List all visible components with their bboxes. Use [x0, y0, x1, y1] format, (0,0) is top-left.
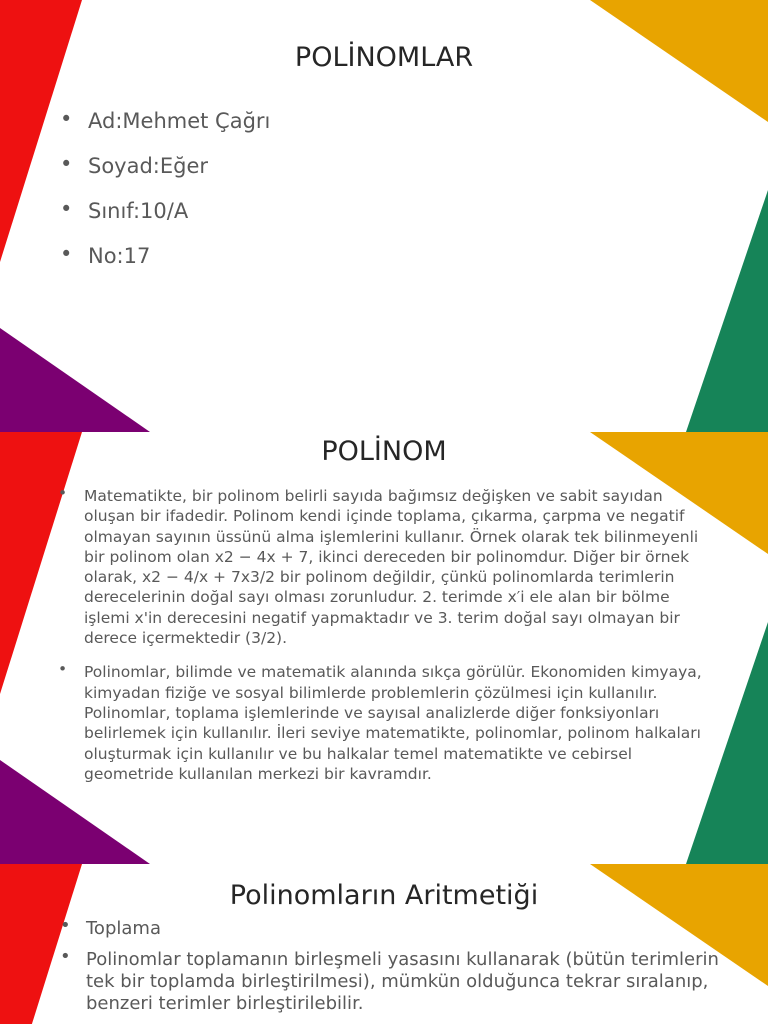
bullet-text: No:17: [88, 244, 151, 268]
bullet-icon: •: [60, 107, 73, 131]
list-item: [60, 196, 648, 226]
slide-1: [0, 0, 768, 432]
purple-triangle: [0, 328, 150, 432]
list-item: [60, 915, 726, 940]
bullet-list: [60, 106, 648, 286]
slide-title: Polinomların Aritmetiği: [229, 880, 539, 911]
bullet-text: Polinomlar toplamanın birleşmeli yasasını kullanarak (bütün terimlerin tek bir toplamda birleştirilmesi), mümkün olduğunca tekrar sıralanıp, benzeri terimler birleştirilebilir.: [86, 949, 719, 1014]
bullet-icon: •: [58, 484, 68, 502]
bullet-icon: •: [60, 197, 73, 221]
slide-title: POLİNOMLAR: [294, 42, 474, 73]
green-triangle: [686, 190, 768, 432]
bullet-text: Polinomlar, bilimde ve matematik alanında sıkça görülür. Ekonomiden kimyaya, kimyadan fiziğe ve sosyal bilimlerde problemlerin çözülmesi için kullanılır. Polinomlar, toplama işlemlerinde ve sayısal analizlerde diğer fonksiyonları belirlemek için kullanılır. İleri seviye matematikte, polinomlar, polinom halkaları oluşturmak için kullanılır ve bu halkalar temel matematikte ve cebirsel geometride kullanılan merkezi bir kavramdır.: [84, 663, 702, 783]
list-item: [58, 484, 714, 648]
list-item: [60, 106, 648, 136]
bullet-text: Soyad:Eğer: [88, 154, 209, 178]
bullet-icon: •: [60, 946, 71, 967]
list-item: [60, 241, 648, 271]
bullet-text: Sınıf:10/A: [88, 199, 189, 223]
bullet-text: Matematikte, bir polinom belirli sayıda bağımsız değişken ve sabit sayıdan oluşan bir ifadedir. Polinom kendi içinde toplama, çıkarma, çarpma ve negatif olmayan sayının üssünü alma işlemlerini kullanır. Örnek olarak tek bilinmeyenli bir polinom olan x2 − 4x + 7, ikinci dereceden bir polinomdur. Diğer bir örnek olarak, x2 − 4/x + 7x3/2 bir polinom değildir, çünkü polinomlarda terimlerin derecelerinin doğal sayı olması zorunludur. 2. terimde x′i ele alan bir bölme işlemi x'in derecesini negatif yapmaktadır ve 3. terim doğal sayı olmayan bir derece içermektedir (3/2).: [84, 487, 699, 648]
list-item: [58, 660, 714, 784]
list-item: [60, 946, 726, 1015]
list-item: [60, 151, 648, 181]
bullet-text: Toplama: [86, 918, 161, 939]
bullet-icon: •: [60, 152, 73, 176]
bullet-list: [58, 484, 714, 798]
red-triangle: [0, 432, 82, 694]
bullet-icon: •: [60, 915, 71, 936]
bullet-icon: •: [58, 660, 68, 679]
bullet-icon: •: [60, 242, 73, 266]
slide-2: [0, 432, 768, 864]
bullet-list: [60, 915, 726, 1024]
slide-3: [0, 864, 768, 1024]
slide-title: POLİNOM: [321, 436, 447, 467]
bullet-text: Ad:Mehmet Çağrı: [88, 109, 271, 133]
